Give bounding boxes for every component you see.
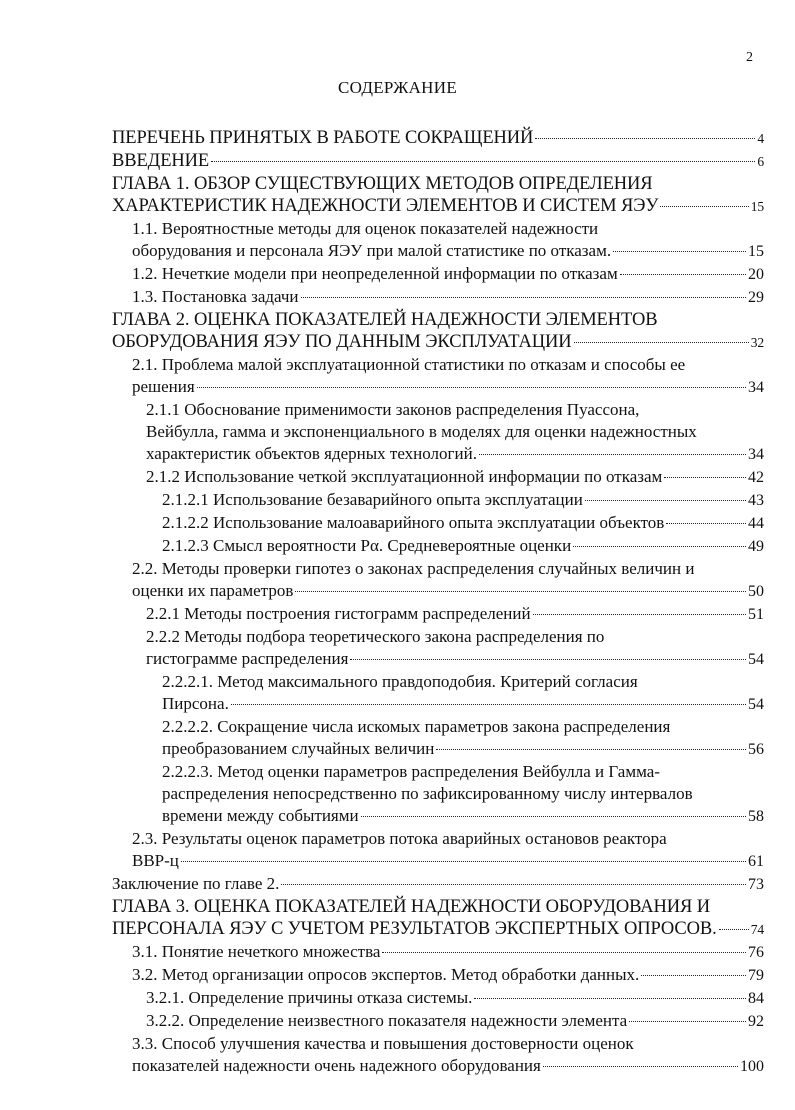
toc-entry[interactable]	[112, 558, 764, 603]
toc-entry[interactable]	[112, 941, 764, 964]
dot-leader	[231, 704, 746, 705]
dot-leader	[543, 1066, 738, 1067]
toc-entry-text: Пирсона.	[162, 694, 229, 713]
toc-entry-page: 76	[748, 944, 764, 961]
toc-entry-text: 2.1.2.2 Использование малоаварийного опыта эксплуатации объектов	[162, 513, 665, 532]
toc-entry-text: времени между событиями	[162, 806, 359, 825]
toc-entry-text: 1.1. Вероятностные методы для оценок показателей надежности	[132, 219, 599, 238]
toc-entry-text: ОБОРУДОВАНИЯ ЯЭУ ПО ДАННЫМ ЭКСПЛУАТАЦИИ	[112, 332, 572, 352]
dot-leader	[660, 206, 748, 207]
toc-entry-text: ГЛАВА 2. ОЦЕНКА ПОКАЗАТЕЛЕЙ НАДЕЖНОСТИ ЭЛЕМЕНТОВ	[112, 310, 658, 330]
toc-entry-page: 54	[748, 696, 764, 713]
toc-entry-page: 15	[750, 199, 764, 214]
toc-entry-text: 3.2. Метод организации опросов экспертов. Метод обработки данных.	[132, 965, 640, 984]
dot-leader	[535, 138, 755, 139]
toc-entry-text: 2.2.2.1. Метод максимального правдоподобия. Критерий согласия	[162, 672, 638, 691]
dot-leader	[479, 454, 746, 455]
toc-entry-page: 29	[748, 289, 764, 306]
dot-leader	[613, 251, 746, 252]
toc-entry[interactable]	[112, 466, 764, 489]
toc-entry-page: 6	[757, 154, 764, 169]
dot-leader	[666, 523, 746, 524]
toc-entry[interactable]	[112, 626, 764, 671]
toc-entry[interactable]	[112, 1033, 764, 1078]
dot-leader	[350, 659, 746, 660]
toc-entry-text: 2.2.1 Методы построения гистограмм распределений	[146, 604, 531, 623]
toc-entry-text: Заключение по главе 2.	[112, 874, 280, 893]
dot-leader	[533, 614, 746, 615]
dot-leader	[620, 274, 746, 275]
toc-entry[interactable]	[112, 1010, 764, 1033]
toc-entry[interactable]	[112, 761, 764, 828]
toc-entry-page: 50	[748, 583, 764, 600]
toc-entry[interactable]	[112, 603, 764, 626]
dot-leader	[281, 884, 746, 885]
toc-entry-page: 79	[748, 967, 764, 984]
dot-leader	[585, 500, 746, 501]
toc-entry-text: распределения непосредственно по зафиксированному числу интервалов	[162, 784, 693, 803]
toc-entry-text: 2.1.2.3 Смысл вероятности Pα. Средневероятные оценки	[162, 536, 572, 555]
toc-entry-text: 2.2. Методы проверки гипотез о законах распределения случайных величин и	[132, 559, 695, 578]
toc-entry-text: ВВЕДЕНИЕ	[112, 151, 210, 171]
toc-entry[interactable]	[112, 671, 764, 716]
toc-entry-text: ПЕРСОНАЛА ЯЭУ С УЧЕТОМ РЕЗУЛЬТАТОВ ЭКСПЕРТНЫХ ОПРОСОВ.	[112, 919, 717, 939]
toc-entry-page: 56	[748, 741, 764, 758]
dot-leader	[301, 297, 746, 298]
toc-entry-text: показателей надежности очень надежного оборудования	[132, 1056, 541, 1075]
toc-entry[interactable]	[112, 218, 764, 263]
toc-entry-text: 2.1.2 Использование четкой эксплуатационной информации по отказам	[146, 467, 663, 486]
toc-entry-page: 100	[740, 1058, 764, 1075]
dot-leader	[474, 998, 746, 999]
toc-entry-text: 2.1.1 Обоснование применимости законов распределения Пуассона,	[146, 400, 640, 419]
dot-leader	[573, 546, 746, 547]
toc-entry-text: 2.2.2.3. Метод оценки параметров распределения Вейбулла и Гамма-	[162, 762, 660, 781]
toc-entry-page: 54	[748, 651, 764, 668]
toc-entry-text: ВВР-ц	[132, 851, 179, 870]
toc-entry[interactable]	[112, 964, 764, 987]
dot-leader	[197, 387, 746, 388]
dot-leader	[361, 816, 746, 817]
toc-entry-page: 34	[748, 379, 764, 396]
toc-entry-page: 92	[748, 1013, 764, 1030]
toc-entry[interactable]	[112, 399, 764, 466]
toc-entry-text: 2.1.2.1 Использование безаварийного опыта эксплуатации	[162, 490, 583, 509]
toc-entry-text: решения	[132, 377, 195, 396]
toc-entry-text: характеристик объектов ядерных технологий.	[146, 444, 477, 463]
toc-entry[interactable]	[112, 987, 764, 1010]
toc-entry[interactable]	[112, 828, 764, 873]
table-of-contents	[112, 127, 764, 1078]
toc-entry-text: оценки их параметров	[132, 581, 294, 600]
toc-entry-text: ХАРАКТЕРИСТИК НАДЕЖНОСТИ ЭЛЕМЕНТОВ И СИСТЕМ ЯЭУ	[112, 196, 659, 216]
toc-entry-page: 58	[748, 808, 764, 825]
toc-entry-text: 2.2.2.2. Сокращение числа искомых параметров закона распределения	[162, 717, 671, 736]
dot-leader	[629, 1021, 746, 1022]
toc-entry-page: 74	[750, 922, 764, 937]
toc-entry[interactable]	[112, 489, 764, 512]
toc-entry[interactable]	[112, 873, 764, 896]
toc-entry-text: оборудования и персонала ЯЭУ при малой статистике по отказам.	[132, 241, 612, 260]
dot-leader	[181, 861, 746, 862]
toc-entry-page: 43	[748, 492, 764, 509]
toc-entry-page: 84	[748, 990, 764, 1007]
page-number: 2	[746, 50, 753, 65]
toc-entry[interactable]	[112, 263, 764, 286]
dot-leader	[664, 477, 746, 478]
toc-entry-text: 3.3. Способ улучшения качества и повышения достоверности оценок	[132, 1034, 634, 1053]
dot-leader	[641, 975, 746, 976]
dot-leader	[574, 342, 749, 343]
dot-leader	[211, 161, 755, 162]
toc-entry-page: 15	[748, 243, 764, 260]
toc-entry-text: 2.3. Результаты оценок параметров потока аварийных остановов реактора	[132, 829, 667, 848]
toc-entry[interactable]	[112, 127, 764, 150]
toc-entry-page: 51	[748, 606, 764, 623]
dot-leader	[295, 591, 746, 592]
toc-entry-text: гистограмме распределения	[146, 649, 349, 668]
toc-entry[interactable]	[112, 286, 764, 309]
toc-entry[interactable]	[112, 173, 764, 218]
toc-entry-page: 73	[748, 876, 764, 893]
toc-entry-page: 34	[748, 446, 764, 463]
toc-entry-page: 61	[748, 853, 764, 870]
dot-leader	[436, 749, 746, 750]
toc-entry-text: 3.2.1. Определение причины отказа системы.	[146, 988, 473, 1007]
dot-leader	[719, 929, 749, 930]
toc-entry[interactable]	[112, 354, 764, 399]
toc-entry-text: 2.2.2 Методы подбора теоретического закона распределения по	[146, 627, 605, 646]
toc-entry[interactable]	[112, 535, 764, 558]
toc-entry[interactable]	[112, 716, 764, 761]
toc-entry-text: ПЕРЕЧЕНЬ ПРИНЯТЫХ В РАБОТЕ СОКРАЩЕНИЙ	[112, 128, 534, 148]
toc-entry-text: 3.1. Понятие нечеткого множества	[132, 942, 381, 961]
toc-entry-page: 44	[748, 515, 764, 532]
dot-leader	[382, 952, 746, 953]
toc-entry-text: ГЛАВА 3. ОЦЕНКА ПОКАЗАТЕЛЕЙ НАДЕЖНОСТИ ОБОРУДОВАНИЯ И	[112, 897, 711, 917]
toc-entry-text: 2.1. Проблема малой эксплуатационной статистики по отказам и способы ее	[132, 355, 686, 374]
toc-entry-page: 4	[757, 131, 764, 146]
toc-entry-page: 32	[750, 335, 764, 350]
toc-entry-page: 42	[748, 469, 764, 486]
toc-entry-text: 3.2.2. Определение неизвестного показателя надежности элемента	[146, 1011, 628, 1030]
toc-entry-text: 1.2. Нечеткие модели при неопределенной информации по отказам	[132, 264, 618, 283]
toc-entry-text: 1.3. Постановка задачи	[132, 287, 299, 306]
toc-entry-text: Вейбулла, гамма и экспоненциального в моделях для оценки надежностных	[146, 422, 697, 441]
toc-entry-text: преобразованием случайных величин	[162, 739, 435, 758]
toc-entry[interactable]	[112, 896, 764, 941]
toc-entry[interactable]	[112, 512, 764, 535]
toc-entry[interactable]	[112, 150, 764, 173]
toc-entry-page: 20	[748, 266, 764, 283]
toc-entry-text: ГЛАВА 1. ОБЗОР СУЩЕСТВУЮЩИХ МЕТОДОВ ОПРЕДЕЛЕНИЯ	[112, 174, 653, 194]
toc-entry-page: 49	[748, 538, 764, 555]
page-title: СОДЕРЖАНИЕ	[337, 78, 458, 97]
toc-entry[interactable]	[112, 309, 764, 354]
